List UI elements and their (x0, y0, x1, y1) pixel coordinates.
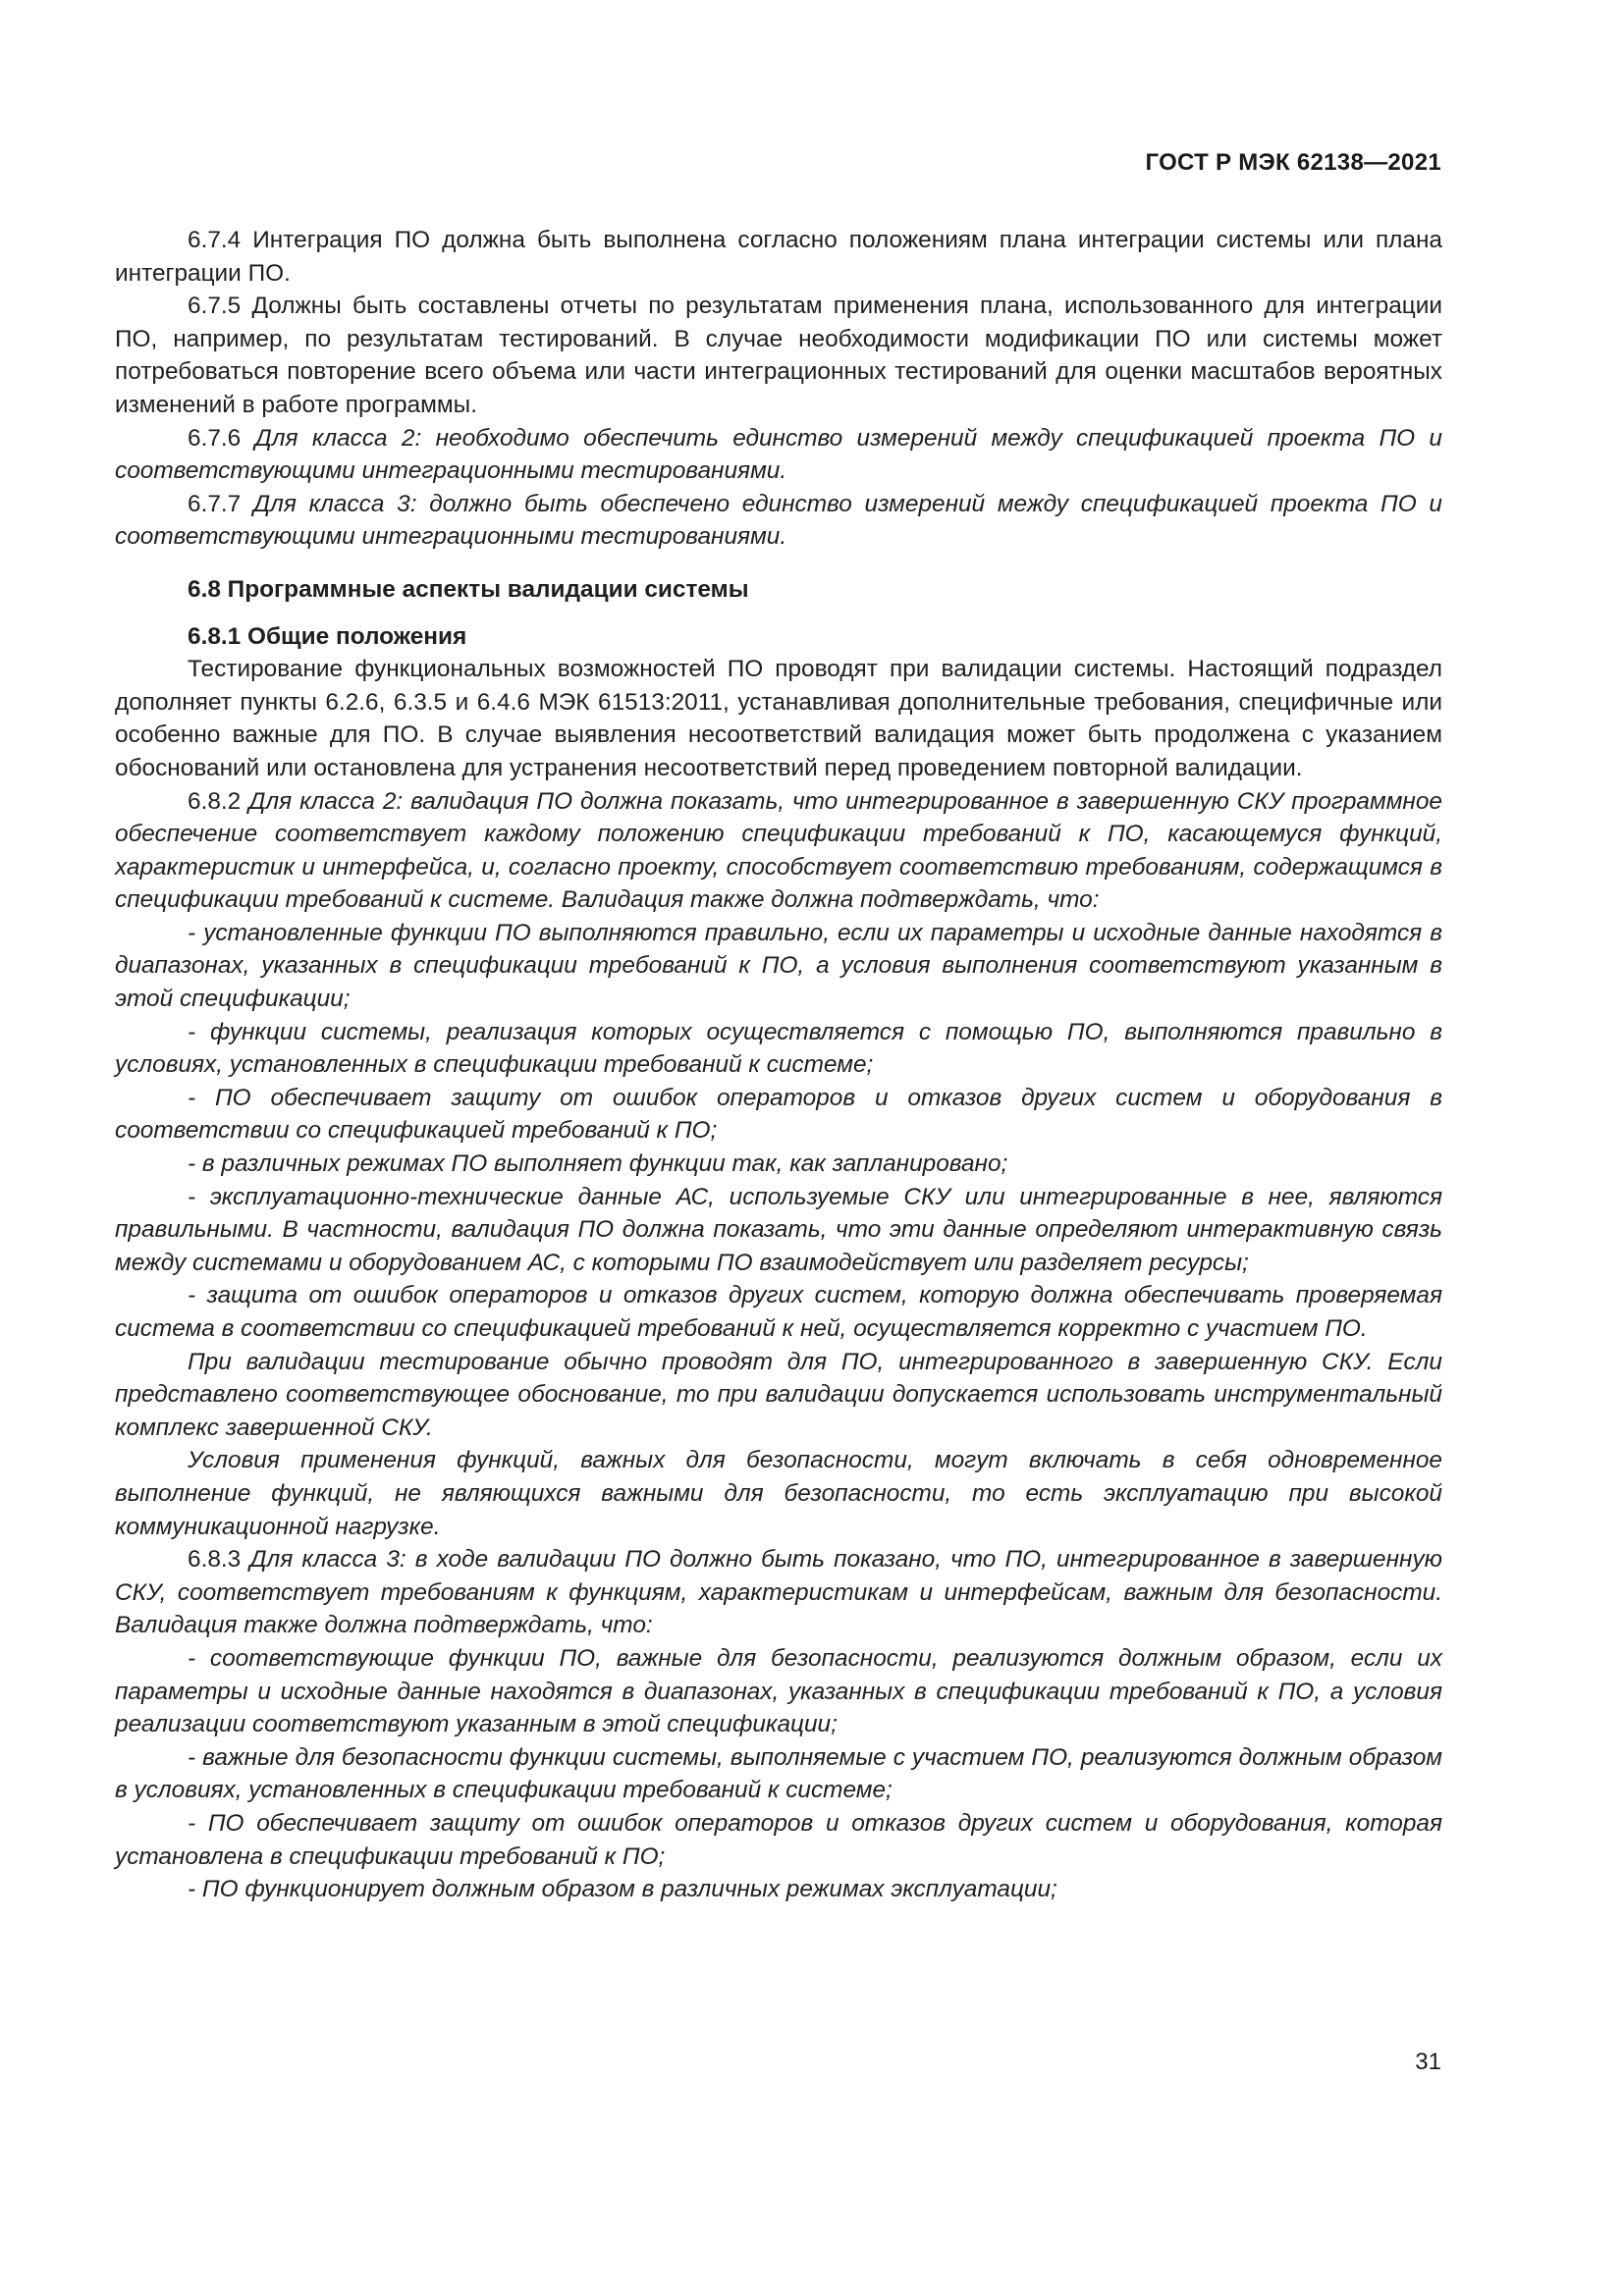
clause-6-8-2 (115, 785, 1442, 917)
subsection-heading-6-8-1: 6.8.1 Общие положения (188, 622, 467, 650)
list-item-6-8-2-1: - установленные функции ПО выполняются правильно, если их параметры и исходные данные находятся в диапазонах, указанных в спецификации требований к ПО, а условия выполнения соответствуют указанным в этой спецификации; (115, 919, 1442, 1013)
clause-number: 6.8.3 (188, 1546, 250, 1574)
list-item-6-8-3-1: - соответствующие функции ПО, важные для безопасности, реализуются должным образом, если их параметры и исходные данные находятся в диапазонах, указанных в спецификации требований к ПО, а условия реализации соответствуют указанным в этой спецификации; (115, 1644, 1442, 1738)
clause-6-8-2-note-b: Условия применения функций, важных для безопасности, могут включать в себя одновременное выполнение функций, не являющихся важными для безопасности, то есть эксплуатацию при высокой коммуникационной нагрузке. (115, 1447, 1442, 1540)
clause-6-7-4: 6.7.4 Интеграция ПО должна быть выполнена согласно положениям плана интеграции системы или плана интеграции ПО. (115, 227, 1442, 287)
clause-number: 6.7.6 (188, 424, 255, 452)
clause-number: 6.8.2 (188, 787, 249, 815)
clause-6-8-3 (115, 1543, 1442, 1642)
list-item-6-8-3-2: - важные для безопасности функции системы, выполняемые с участием ПО, реализуются должным образом в условиях, установленных в спецификации требований к системе; (115, 1743, 1442, 1804)
list-item-6-8-2-6: - защита от ошибок операторов и отказов других систем, которую должна обеспечивать проверяемая система в соответствии со спецификацией требований к ней, осуществляется корректно с участием ПО. (115, 1282, 1442, 1342)
clause-6-8-2-note-a: При валидации тестирование обычно проводят для ПО, интегрированного в завершенную СКУ. Если представлено соответствующее обоснование, то при валидации допускается использовать инструментальный комплекс завершенной СКУ. (115, 1348, 1442, 1441)
list-item-6-8-2-5: - эксплуатационно-технические данные АС, используемые СКУ или интегрированные в нее, являются правильными. В частности, валидация ПО должна показать, что эти данные определяют интерактивную связь между системами и оборудованием АС, с которыми ПО взаимодействует или разделяет ресурсы; (115, 1183, 1442, 1276)
document-body (115, 224, 1442, 1906)
clause-6-7-7 (115, 488, 1442, 554)
list-item-6-8-2-4: - в различных режимах ПО выполняет функции так, как запланировано; (188, 1150, 1008, 1178)
clause-text: Для класса 2: валидация ПО должна показать, что интегрированное в завершенную СКУ программное обеспечение соответствует каждому положению спецификации требований к ПО, касающемуся функций, характеристик и интерфейса, и, согласно проекту, способствует соответствию требованиям, содержащимся в спецификации требований к системе. Валидация также должна подтверждать, что: (115, 787, 1442, 914)
clause-6-7-5: 6.7.5 Должны быть составлены отчеты по результатам применения плана, использованного для интеграции ПО, например, по результатам тестирований. В случае необходимости модификации ПО или системы может потребоваться повторение всего объема или части интеграционных тестирований для оценки масштабов вероятных изменений в работе программы. (115, 293, 1442, 418)
list-item-6-8-2-3: - ПО обеспечивает защиту от ошибок операторов и отказов других систем и оборудования в соответствии со спецификацией требований к ПО; (115, 1084, 1442, 1145)
list-item-6-8-2-2: - функции системы, реализация которых осуществляется с помощью ПО, выполняются правильно в условиях, установленных в спецификации требований к системе; (115, 1018, 1442, 1079)
clause-number: 6.7.7 (188, 490, 253, 517)
clause-6-8-1-text: Тестирование функциональных возможностей ПО проводят при валидации системы. Настоящий подраздел дополняет пункты 6.2.6, 6.3.5 и 6.4.6 МЭК 61513:2011, устанавливая дополнительные требования, специфичные или особенно важные для ПО. В случае выявления несоответствий валидация может быть продолжена с указанием обоснований или остановлена для устранения несоответствий перед проведением повторной валидации. (115, 656, 1442, 781)
clause-text: Для класса 2: необходимо обеспечить единство измерений между спецификацией проекта ПО и соответствующими интеграционными тестированиями. (115, 424, 1442, 485)
clause-text: Для класса 3: в ходе валидации ПО должно быть показано, что ПО, интегрированное в завершенную СКУ, соответствует требованиям к функциям, характеристикам и интерфейсам, важным для безопасности. Валидация также должна подтверждать, что: (115, 1546, 1442, 1639)
list-item-6-8-3-3: - ПО обеспечивает защиту от ошибок операторов и отказов других систем и оборудования, которая установлена в спецификации требований к ПО; (115, 1809, 1442, 1870)
document-code-header: ГОСТ Р МЭК 62138—2021 (1145, 149, 1441, 176)
list-item-6-8-3-4: - ПО функционирует должным образом в различных режимах эксплуатации; (188, 1876, 1057, 1903)
section-heading-6-8: 6.8 Программные аспекты валидации системы (188, 575, 749, 603)
clause-text: Для класса 3: должно быть обеспечено единство измерений между спецификацией проекта ПО и соответствующими интеграционными тестированиями. (115, 490, 1442, 551)
page-number: 31 (1415, 2049, 1441, 2075)
clause-6-7-6 (115, 422, 1442, 488)
